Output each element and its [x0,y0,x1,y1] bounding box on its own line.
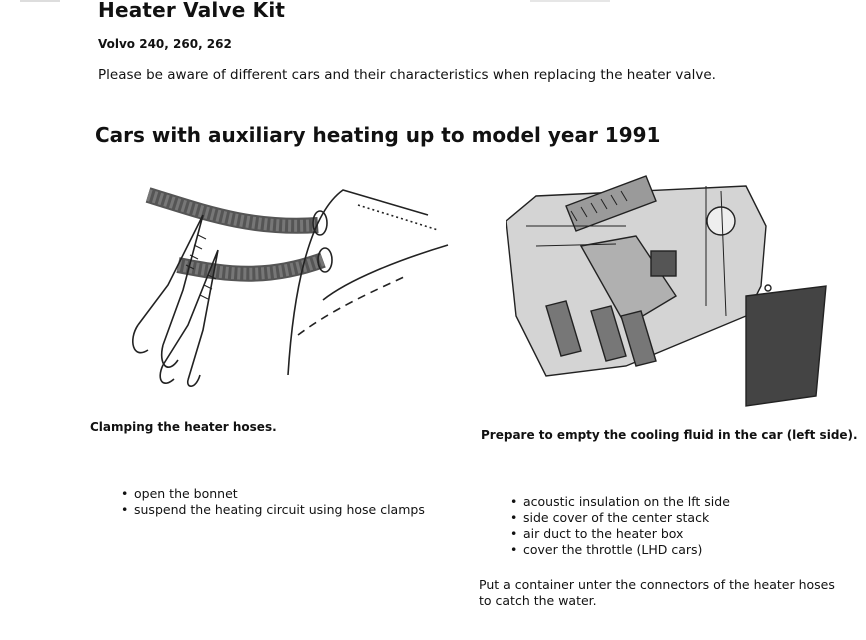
hose-clamp-illustration [108,175,453,390]
vehicle-models: Volvo 240, 260, 262 [98,37,232,51]
list-item: • open the bonnet [121,486,425,502]
intro-text: Please be aware of different cars and their characteristics when replacing the heater valve. [98,67,716,83]
list-item: • side cover of the center stack [510,510,730,526]
right-figure-caption: Prepare to empty the cooling fluid in the car (left side). [481,428,858,442]
page-title: Heater Valve Kit [98,0,286,22]
list-item: • suspend the heating circuit using hose clamps [121,502,425,518]
list-item: • air duct to the heater box [510,526,730,542]
list-item: • cover the throttle (LHD cars) [510,542,730,558]
right-steps-list [510,494,730,558]
footwell-pedals-illustration [506,166,831,411]
list-item: • acoustic insulation on the lft side [510,494,730,510]
left-figure-caption: Clamping the heater hoses. [90,420,277,434]
container-note: Put a container unter the connectors of the heater hoses to catch the water. [479,577,835,608]
left-steps-list [121,486,425,518]
section-heading: Cars with auxiliary heating up to model year 1991 [95,123,661,147]
